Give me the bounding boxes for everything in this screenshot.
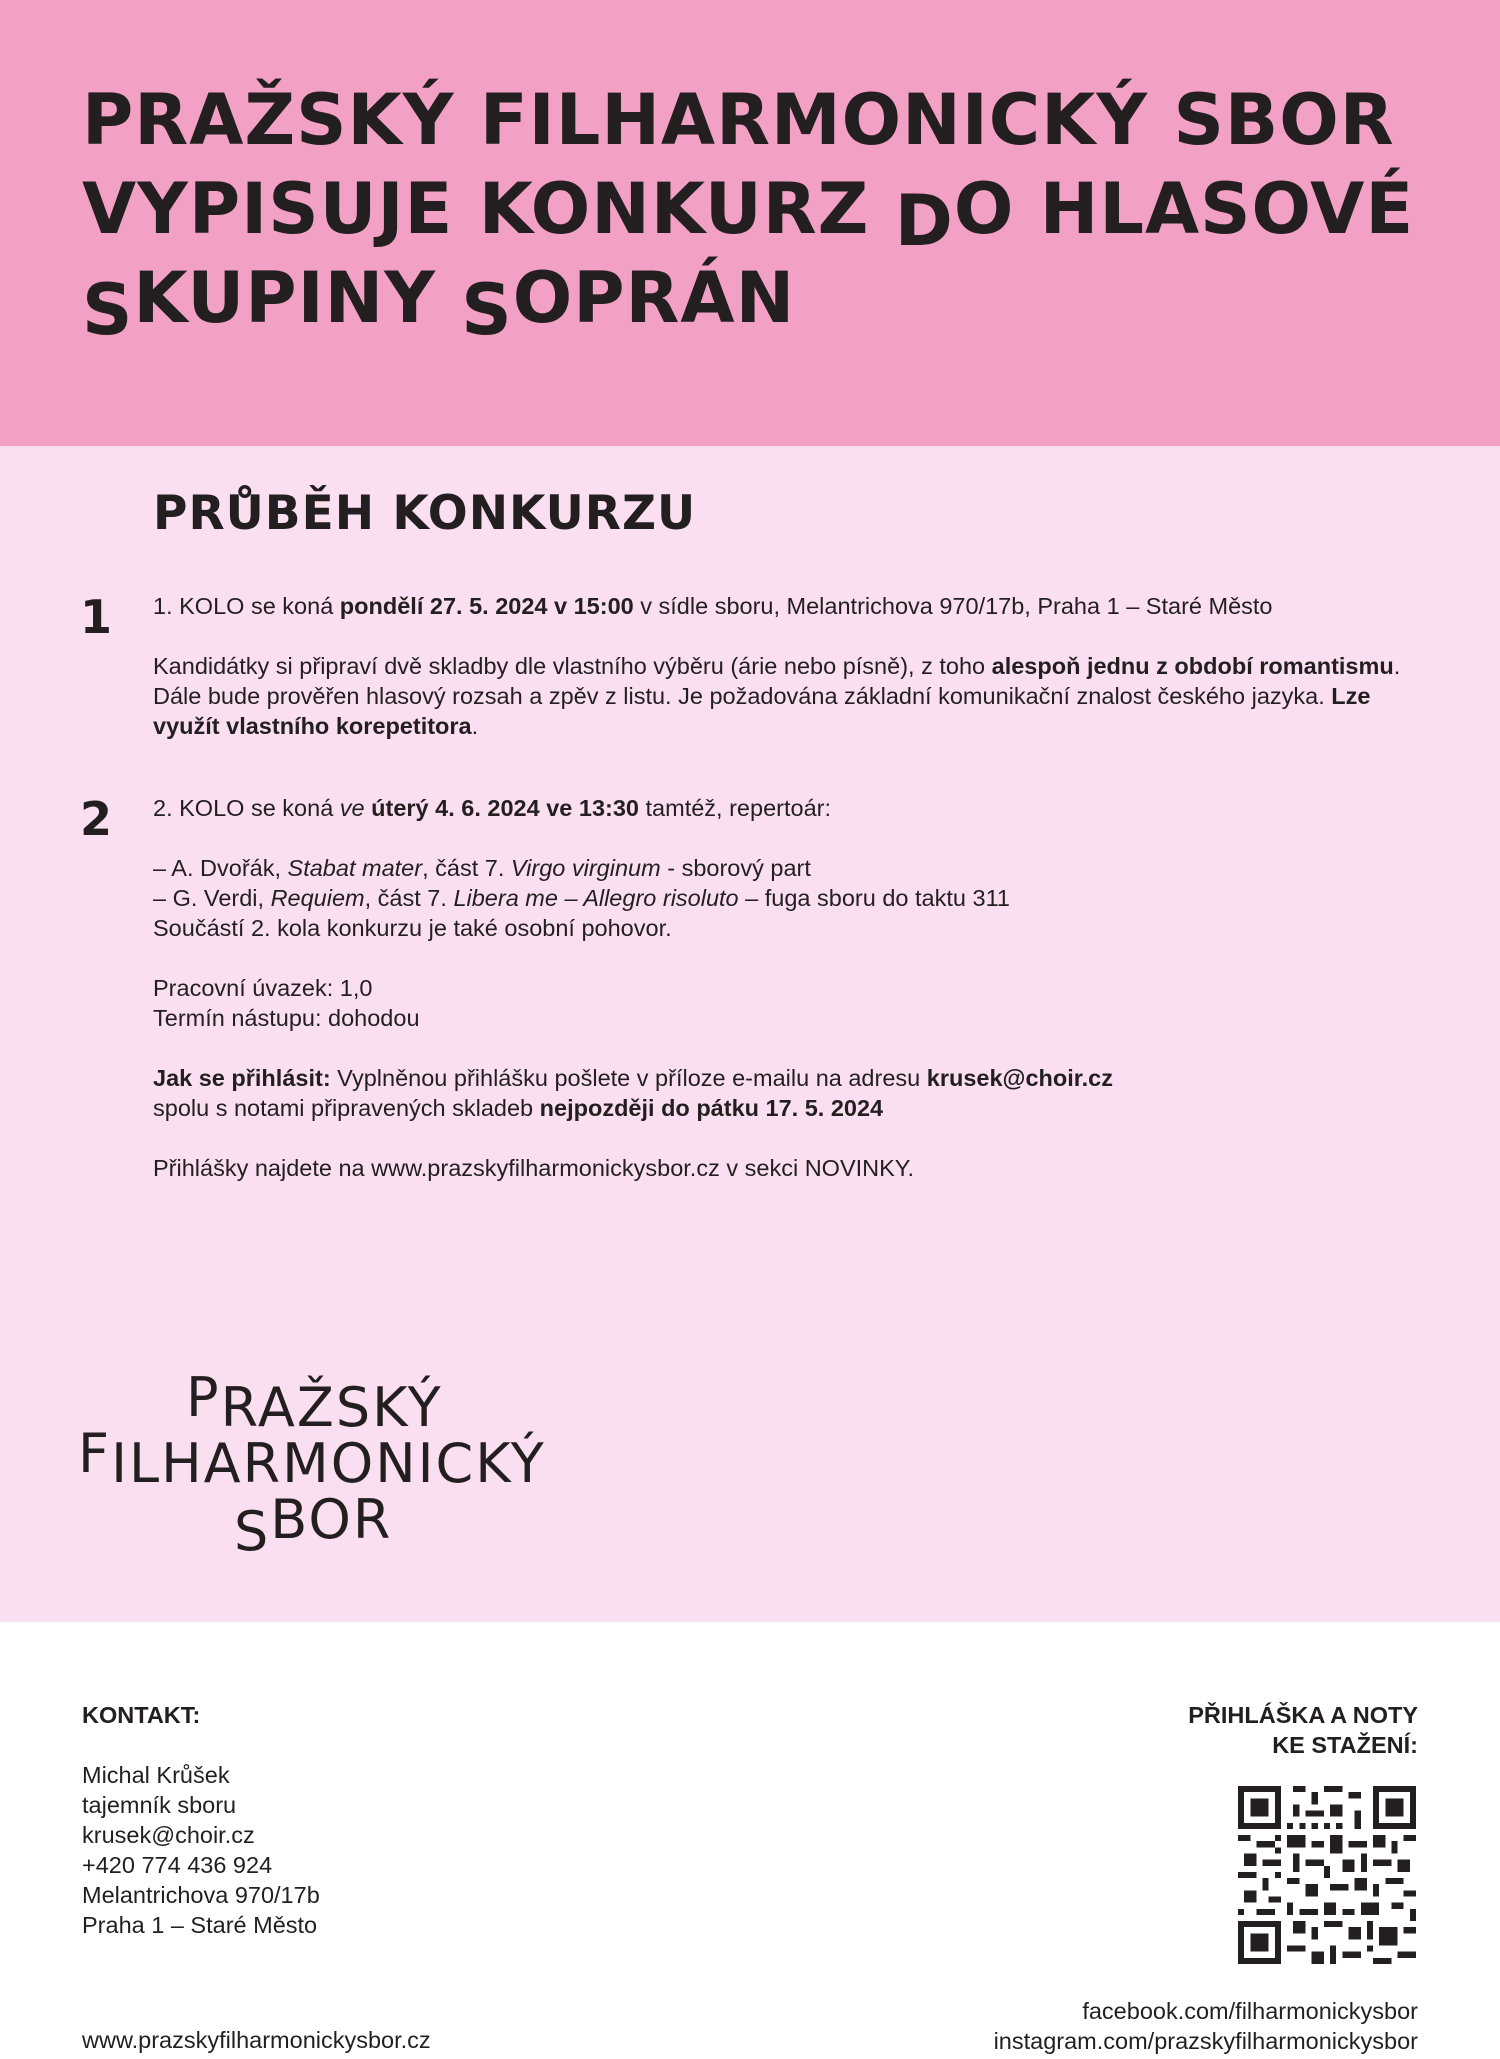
section-heading: PRŮBĚH KONKURZU	[153, 486, 697, 541]
title-line-1-text: PRAŽSKÝ FILHARMONICKÝ SBOR	[82, 79, 1395, 161]
choir-logo	[78, 1366, 546, 1563]
forms-note: Přihlášky najdete na www.prazskyfilharmonickysbor.cz v sekci NOVINKY.	[153, 1155, 914, 1181]
rep1-c: , část 7.	[422, 855, 511, 881]
download-title-line-1: PŘIHLÁŠKA A NOTY	[1188, 1702, 1418, 1728]
title-line-3	[82, 254, 1442, 351]
workload-text: Pracovní úvazek: 1,0	[153, 975, 373, 1001]
round-1-req-e: .	[471, 713, 479, 739]
round-2-text-b: ve	[339, 795, 365, 821]
page-title	[82, 76, 1442, 351]
round-2-number: 2	[80, 792, 113, 846]
download-title-line-2: KE STAŽENÍ:	[1272, 1732, 1418, 1758]
title-line-1	[82, 76, 1442, 165]
round-2-date-line	[153, 793, 1403, 823]
round-1-date: pondělí 27. 5. 2024 v 15:00	[339, 593, 634, 619]
contact-city: Praha 1 – Staré Město	[82, 1912, 318, 1938]
contact-street: Melantrichova 970/17b	[82, 1882, 320, 1908]
round-1-req-b: alespoň jednu z období romantismu	[991, 653, 1394, 679]
rep1-b: Stabat mater	[287, 855, 423, 881]
round-1-requirements	[153, 651, 1403, 741]
title-line-2-a: VYPISUJE KONKURZ	[82, 168, 895, 250]
title-line-3-drop-1: S	[82, 269, 134, 351]
contact-phone[interactable]: +420 774 436 924	[82, 1852, 273, 1878]
apply-text-2: spolu s notami připravených skladeb	[153, 1095, 540, 1121]
round-1-req-a: Kandidátky si připraví dvě skladby dle vlastního výběru (árie nebo písně), z toho	[153, 653, 992, 679]
contact-block	[82, 1700, 320, 1940]
round-1-text-a: 1. KOLO se koná	[153, 593, 340, 619]
repertoire-item-1	[153, 853, 1403, 883]
round-2-body	[153, 793, 1403, 1183]
round-2-text-e: tamtéž, repertoár:	[639, 795, 831, 821]
apply-deadline: nejpozději do pátku 17. 5. 2024	[539, 1095, 884, 1121]
contact-title: KONTAKT:	[82, 1702, 201, 1728]
round-2-date: úterý 4. 6. 2024 ve 13:30	[371, 795, 639, 821]
facebook-link[interactable]: facebook.com/filharmonickysbor	[1082, 1998, 1418, 2024]
qr-code-icon[interactable]	[1238, 1786, 1416, 1964]
round-1-req-d: Lze využít vlastního korepetitora	[153, 683, 1371, 739]
title-line-3-drop-2: S	[461, 269, 513, 351]
logo-line-3-cap: S	[234, 1500, 271, 1563]
social-links	[994, 1996, 1418, 2056]
rep2-a: – G. Verdi,	[153, 885, 271, 911]
logo-line-1-cap: P	[186, 1366, 221, 1429]
logo-line-2	[78, 1422, 546, 1495]
contact-email[interactable]: krusek@choir.cz	[82, 1822, 255, 1848]
start-date-text: Termín nástupu: dohodou	[153, 1005, 420, 1031]
rep2-e: – fuga sboru do taktu 311	[738, 885, 1010, 911]
rep2-c: , část 7.	[364, 885, 454, 911]
contact-name: Michal Krůšek	[82, 1762, 230, 1788]
logo-line-3	[234, 1488, 546, 1563]
round-1-number: 1	[80, 590, 113, 644]
rep1-d: Virgo virginum	[510, 855, 661, 881]
instagram-link[interactable]: instagram.com/prazskyfilharmonickysbor	[993, 2028, 1418, 2054]
round-1-req-c: . Dále bude prověřen hlasový rozsah a zpěv z listu. Je požadována základní komunikační znalost českého jazyka.	[153, 653, 1401, 709]
title-line-3-a: KUPINY	[133, 257, 462, 339]
logo-line-2-rest: ILHARMONICKÝ	[111, 1432, 546, 1495]
rep1-a: – A. Dvořák,	[153, 855, 288, 881]
website-link[interactable]: www.prazskyfilharmonickysbor.cz	[82, 2027, 431, 2053]
apply-deadline-line	[153, 1093, 1403, 1123]
round-1-body	[153, 591, 1403, 741]
rep2-b: Requiem	[270, 885, 365, 911]
apply-text: Vyplněnou přihlášku pošlete v příloze e-mailu na adresu	[330, 1065, 927, 1091]
title-line-2-drop-letter: D	[894, 180, 954, 262]
apply-email: krusek@choir.cz	[926, 1065, 1113, 1091]
title-line-2	[82, 165, 1442, 262]
repertoire-item-2	[153, 883, 1403, 913]
rep1-e: - sborový part	[660, 855, 811, 881]
rep2-d: Libera me – Allegro risoluto	[453, 885, 739, 911]
round-1-date-line	[153, 591, 1403, 621]
logo-line-1-rest: RAŽSKÝ	[220, 1376, 443, 1439]
title-line-3-b: OPRÁN	[512, 257, 796, 339]
contact-role: tajemník sboru	[82, 1792, 237, 1818]
title-line-2-b: O HLASOVÉ	[953, 168, 1415, 250]
logo-line-1	[186, 1366, 546, 1439]
round-1-place: v sídle sboru, Melantrichova 970/17b, Praha 1 – Staré Město	[633, 593, 1273, 619]
apply-label: Jak se přihlásit:	[153, 1065, 331, 1091]
logo-line-2-cap: F	[78, 1422, 112, 1485]
round-2-text-a: 2. KOLO se koná	[153, 795, 340, 821]
logo-line-3-rest: BOR	[270, 1488, 393, 1551]
interview-note: Součástí 2. kola konkurzu je také osobní pohovor.	[153, 915, 672, 941]
download-title	[1098, 1700, 1418, 1760]
apply-instructions	[153, 1063, 1403, 1093]
